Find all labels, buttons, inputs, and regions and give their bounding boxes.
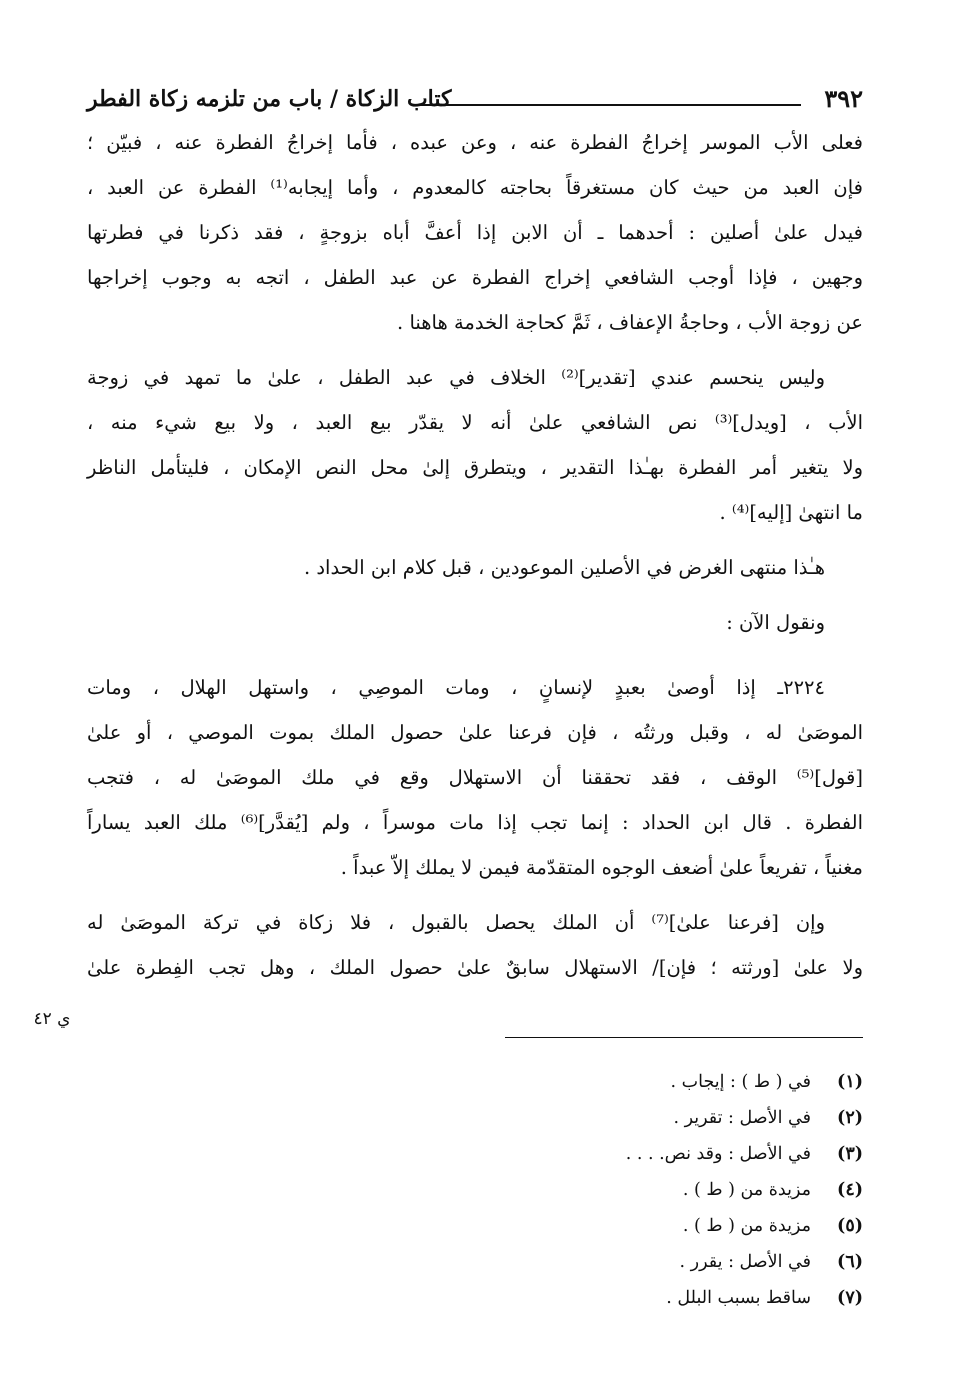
text-line: عن زوجة الأب ، وحاجةُ الإعفاف ، ثَمَّ كحاجة الخدمة هاهنا . [397, 311, 863, 334]
footnote-number: (٤) [837, 1180, 863, 1200]
text-line: ونقول الآن : [726, 611, 825, 634]
text-line: فعلى الأب الموسر إخراجُ الفطرة عنه ، وعن عبده ، فأما إخراجُ الفطرة عنه ، فبيّن ؛ [87, 131, 863, 154]
text-line: الموصَىٰ له ، وقبل ورثتُه ، فإن فرعنا علىٰ حصول الملك بموت الموصي ، أو علىٰ [87, 721, 863, 744]
text-line: الفطرة . قال ابن الحداد : إنما تجب إذا مات موسراً ، ولم [يُقدَّر]⁽⁶⁾ ملك العبد يساراً [87, 811, 863, 834]
footnotes [503, 1064, 863, 1316]
footnote-number: (٧) [837, 1288, 863, 1308]
footnote [503, 1172, 863, 1208]
footnote-number: (٦) [837, 1252, 863, 1272]
paragraph [87, 120, 863, 345]
footnote [503, 1136, 863, 1172]
text-line: وليس ينحسم عندي [تقدير]⁽²⁾ الخلاف في عبد الطفل ، علىٰ ما تمهد في زوجة [87, 366, 825, 389]
footnote [503, 1280, 863, 1316]
text-line: الأب ، [ويدل]⁽³⁾ نص الشافعي علىٰ أنه لا يقدّر بيع العبد ، ولا بيع شيء منه ، [87, 411, 863, 434]
text-line: ولا يتغير أمر الفطرة بهـٰذا التقدير ، ويتطرق إلىٰ محل النص الإمكان ، فليتأمل الناظر [87, 456, 863, 479]
header-rule [419, 104, 801, 106]
text-line: ولا علىٰ [ورثته ؛ فإن]/ الاستهلال سابقٌ علىٰ حصول الملك ، وهل تجب الفِطرة علىٰ [87, 956, 863, 979]
page-header [87, 84, 863, 120]
running-title: كتاب الزكاة / باب من تلزمه زكاة الفطر [87, 86, 452, 112]
footnote [503, 1100, 863, 1136]
body-text [87, 120, 863, 990]
footnote-text: ساقط بسبب البلل . [666, 1288, 811, 1308]
text-line: ما انتهىٰ [إليه]⁽⁴⁾ . [719, 501, 863, 524]
footnote-number: (٣) [837, 1144, 863, 1164]
text-line: مغنياً ، تفريعاً علىٰ أضعف الوجوه المتقدّمة فيمن لا يملك إلاّ عبداً . [340, 856, 863, 879]
footnote [503, 1244, 863, 1280]
text-line: ٢٢٢٤ـ إذا أوصىٰ بعبدٍ لإنسانٍ ، ومات الموصِي ، واستهل الهلال ، ومات [87, 676, 825, 699]
footnote [503, 1208, 863, 1244]
page-number: ٣٩٢ [824, 84, 863, 113]
footnote-rule [505, 1037, 863, 1038]
paragraph [87, 355, 863, 535]
footnote-text: مزيدة من ( ط ) . [682, 1180, 811, 1200]
footnote-text: في الأصل : يقرر . [679, 1252, 811, 1272]
text-line: وإن [فرعنا علىٰ]⁽⁷⁾ أن الملك يحصل بالقبول ، فلا زكاة في تركة الموصَىٰ له [87, 911, 825, 934]
text-line: فإن العبد من حيث كان مستغرقاً بحاجته كالمعدوم ، وأما إيجابه⁽¹⁾ الفطرة عن العبد ، [87, 176, 863, 199]
footnote-text: في ( ط ) : إيجاب . [670, 1072, 811, 1092]
footnote-number: (٥) [837, 1216, 863, 1236]
footnote-text: مزيدة من ( ط ) . [682, 1216, 811, 1236]
text-line: هـٰذا منتهى الغرض في الأصلين الموعودين ، قبل كلام ابن الحداد . [303, 556, 825, 579]
footnote-text: في الأصل : وقد نص. . . . [625, 1144, 811, 1164]
text-line: فيدل علىٰ أصلين : أحدهما ـ أن الابن إذا أعفَّ أباه بزوجةٍ ، فقد ذكرنا في فطرتها [87, 221, 863, 244]
paragraph [87, 900, 863, 990]
paragraph [87, 545, 863, 590]
footnote [503, 1064, 863, 1100]
footnote-number: (٢) [837, 1108, 863, 1128]
text-line: [قول]⁽⁵⁾ الوقف ، فقد تحققنا أن الاستهلال وقع في ملك الموصَىٰ له ، فتجب [87, 766, 863, 789]
footnote-text: في الأصل : تقرير . [673, 1108, 811, 1128]
footnote-number: (١) [837, 1072, 863, 1092]
text-line: وجهين ، فإذا أوجب الشافعي إخراج الفطرة عن عبد الطفل ، اتجه به وجوب إخراجها [87, 266, 863, 289]
paragraph [87, 600, 863, 645]
margin-note: ي ٤٢ [33, 1009, 71, 1029]
paragraph [87, 665, 863, 890]
